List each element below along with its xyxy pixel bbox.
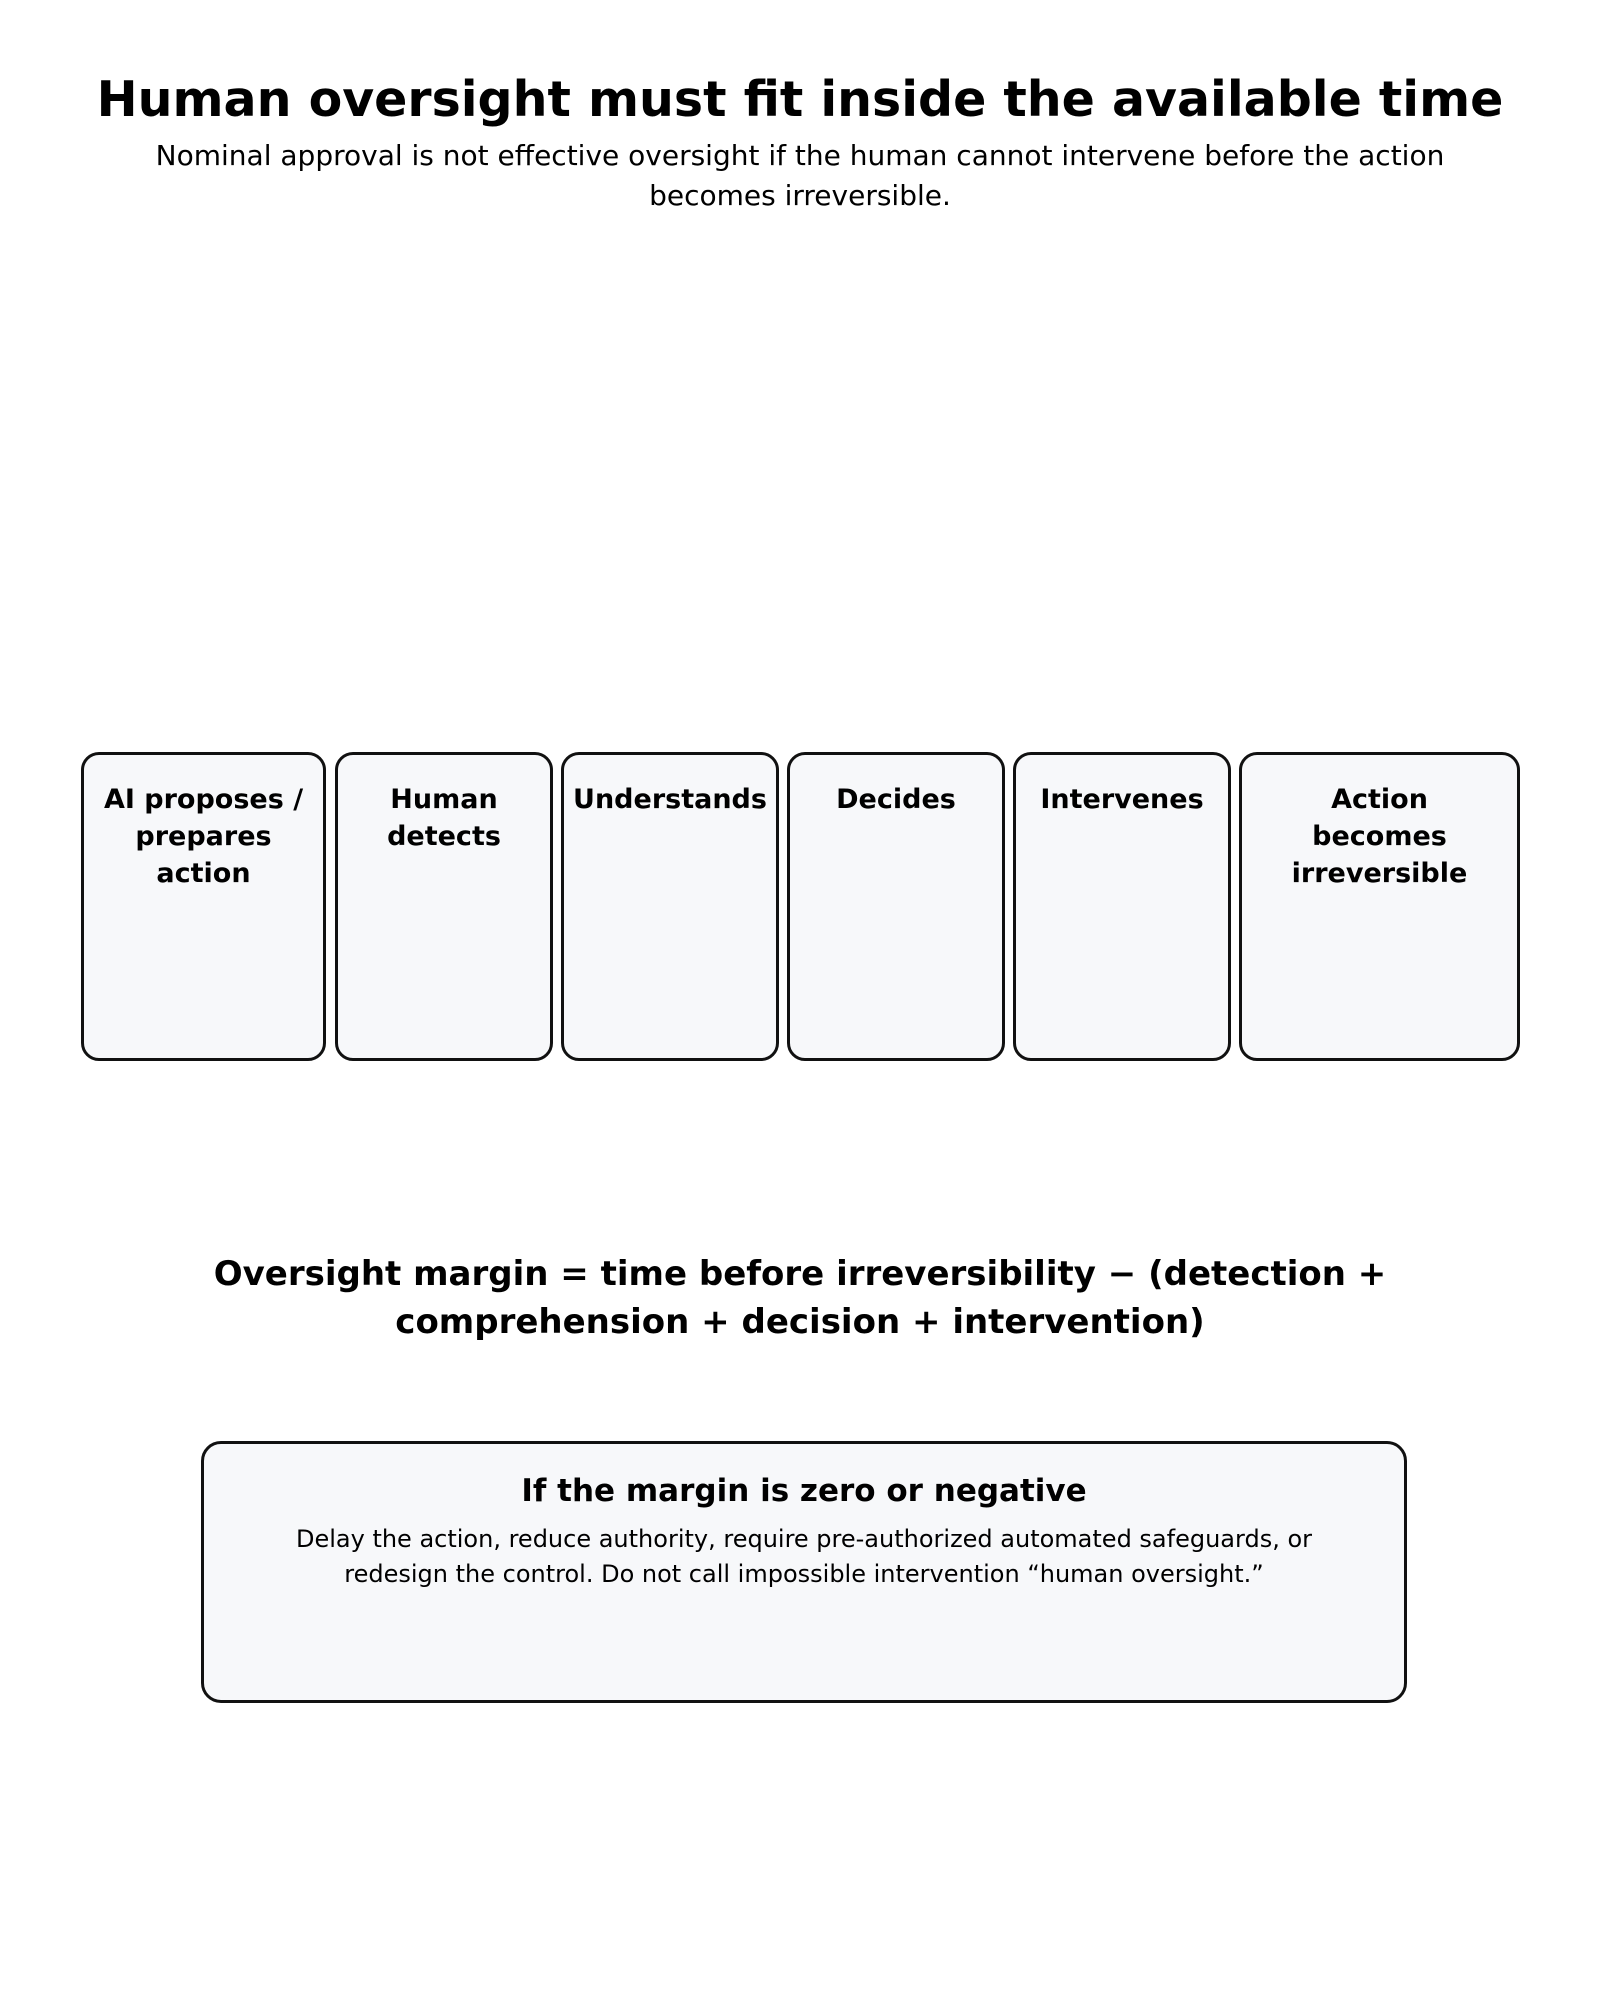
stage-irreversible xyxy=(1239,752,1520,1061)
page-title: Human oversight must fit inside the available time xyxy=(96,71,1504,128)
stage-label: Human detects xyxy=(387,784,501,852)
callout-body: Delay the action, reduce authority, require pre-authorized automated safeguards, or redesign the control. Do not call impossible intervention “human oversight.” xyxy=(295,1525,1312,1588)
callout-title: If the margin is zero or negative xyxy=(521,1473,1087,1509)
oversight-margin-formula: Oversight margin = time before irreversibility − (detection + comprehension + decision + intervention) xyxy=(213,1254,1387,1342)
stage-label: Decides xyxy=(836,784,956,815)
page-subtitle: Nominal approval is not effective oversight if the human cannot intervene before the action becomes irreversible. xyxy=(155,139,1445,212)
stage-label: Action becomes irreversible xyxy=(1291,784,1468,889)
stage-label: Intervenes xyxy=(1040,784,1204,815)
margin-callout-box xyxy=(201,1441,1407,1703)
stage-label: Understands xyxy=(573,784,767,815)
stage-label: AI proposes / prepares action xyxy=(103,784,304,889)
stage-decides xyxy=(787,752,1005,1061)
stage-intervenes xyxy=(1013,752,1231,1061)
stage-understands xyxy=(561,752,779,1061)
stage-ai-proposes xyxy=(81,752,326,1061)
stage-human-detects xyxy=(335,752,553,1061)
